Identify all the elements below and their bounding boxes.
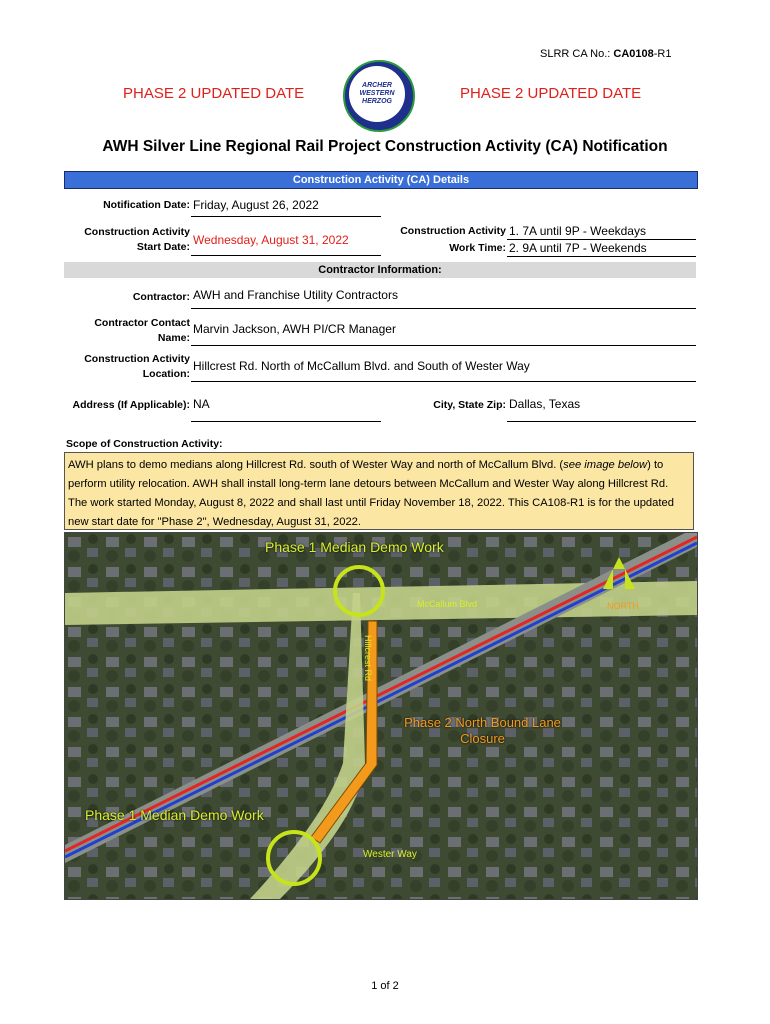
logo-line-1: ARCHER — [362, 82, 392, 89]
city-value: Dallas, Texas — [509, 397, 581, 411]
start-date-value: Wednesday, August 31, 2022 — [193, 233, 349, 247]
address-value: NA — [193, 397, 210, 411]
details-section-header: Construction Activity (CA) Details — [64, 171, 698, 189]
scope-text-part-2: ) to perform utility relocation. AWH shall install long-term lane detours between McCallum and Wester Way along Hillcrest Rd. The work started Monday, August 8, 2022 and shall last until Friday November 18, 2022. This CA108-R1 is for the updated new start date for "Phase 2", Wednesday, August 31, 2022. — [68, 459, 674, 528]
ref-label: SLRR CA No.: — [540, 48, 611, 60]
location-line — [191, 381, 696, 382]
map-label-hillcrest: Hillcrest Rd — [363, 634, 374, 682]
address-label: Address (If Applicable): — [72, 399, 190, 411]
city-label: City, State Zip: — [433, 399, 506, 411]
work-time-weekends: 2. 9A until 7P - Weekends — [509, 241, 647, 255]
contractor-label: Contractor: — [132, 291, 190, 303]
work-time-line-1 — [507, 239, 696, 240]
location-label-2: Location: — [142, 368, 190, 380]
start-date-label-2: Start Date: — [136, 241, 190, 253]
ref-number: CA0108 — [613, 48, 654, 60]
awh-logo-text — [349, 66, 405, 122]
contractor-section-header: Contractor Information: — [64, 262, 696, 278]
scope-text-italic: see image below — [563, 459, 648, 471]
map-label-phase2-line-2: Closure — [460, 731, 505, 746]
contact-label-1: Contractor Contact — [94, 317, 190, 329]
map-label-wester: Wester Way — [363, 849, 417, 860]
notification-date-value: Friday, August 26, 2022 — [193, 198, 319, 212]
contact-value: Marvin Jackson, AWH PI/CR Manager — [193, 322, 396, 336]
map-label-phase2 — [390, 715, 575, 747]
logo-line-3: HERZOG — [362, 98, 392, 105]
work-time-label-1: Construction Activity — [400, 225, 506, 237]
contractor-line — [191, 308, 696, 309]
map-label-mccallum: McCallum Blvd — [417, 599, 478, 609]
logo-line-2: WESTERN — [359, 90, 395, 97]
map-label-phase2-line-1: Phase 2 North Bound Lane — [404, 715, 561, 730]
work-time-weekdays: 1. 7A until 9P - Weekdays — [509, 224, 646, 238]
phase-banner-right: PHASE 2 UPDATED DATE — [460, 85, 642, 102]
aerial-map — [64, 532, 698, 900]
ca-reference — [540, 48, 671, 60]
contact-label-2: Name: — [157, 332, 190, 344]
scope-text-part-1: AWH plans to demo medians along Hillcrest Rd. south of Wester Way and north of McCallum Blvd. ( — [68, 459, 564, 471]
location-label-1: Construction Activity — [84, 353, 190, 365]
aerial-map-graphic — [65, 533, 697, 899]
ref-suffix: -R1 — [653, 48, 672, 60]
city-line — [507, 421, 696, 422]
phase-banner-left: PHASE 2 UPDATED DATE — [123, 85, 305, 102]
page-title: AWH Silver Line Regional Rail Project Construction Activity (CA) Notification — [102, 138, 668, 155]
notification-date-label: Notification Date: — [103, 199, 190, 211]
map-label-phase1-bottom: Phase 1 Median Demo Work — [85, 807, 264, 823]
contractor-value: AWH and Franchise Utility Contractors — [193, 288, 398, 302]
scope-text-box — [64, 452, 694, 530]
scope-heading: Scope of Construction Activity: — [66, 438, 223, 450]
start-date-line — [191, 255, 381, 256]
address-line — [191, 421, 381, 422]
start-date-label-1: Construction Activity — [84, 226, 190, 238]
page-number: 1 of 2 — [371, 980, 399, 992]
contact-line — [191, 345, 696, 346]
map-label-north: NORTH — [607, 601, 639, 611]
work-time-label-2: Work Time: — [449, 242, 506, 254]
notification-date-line — [191, 216, 381, 217]
map-label-phase1-top: Phase 1 Median Demo Work — [265, 539, 444, 555]
work-time-line-2 — [507, 256, 696, 257]
location-value: Hillcrest Rd. North of McCallum Blvd. and South of Wester Way — [193, 359, 530, 373]
